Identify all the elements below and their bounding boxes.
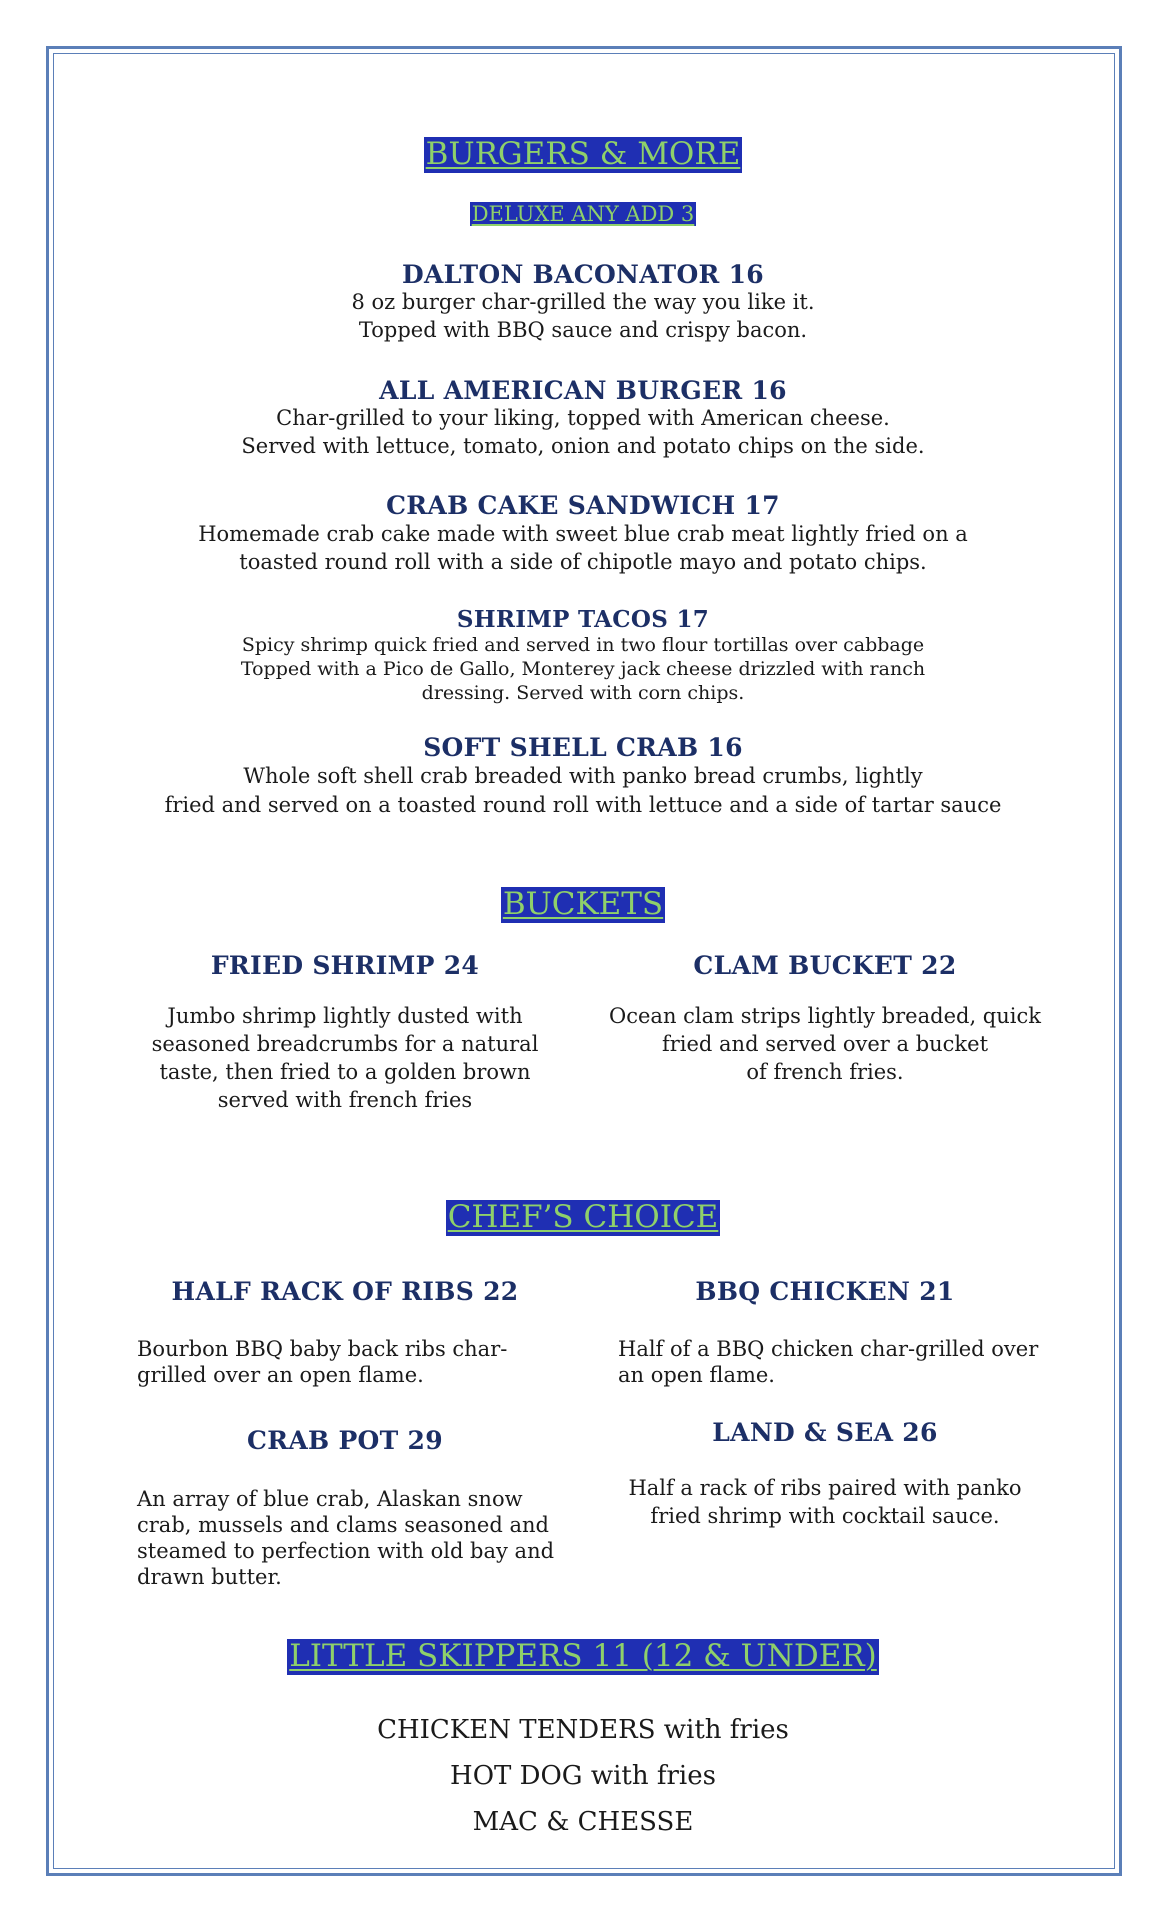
- menu-item-name: CRAB POT 29: [247, 1426, 443, 1455]
- burgers-subtitle-text: DELUXE ANY ADD 3: [471, 202, 695, 226]
- menu-item-description: An array of blue crab, Alaskan snow: [137, 1487, 523, 1511]
- menu-item-description: Whole soft shell crab breaded with panko bread crumbs, lightly: [243, 764, 923, 788]
- menu-item-description: Half of a BBQ chicken char-grilled over: [618, 1337, 1039, 1361]
- menu-item-description: Spicy shrimp quick fried and served in two flour tortillas over cabbage: [241, 634, 925, 656]
- menu-item-description: Ocean clam strips lightly breaded, quick: [609, 1004, 1041, 1028]
- menu-item-description: drawn butter.: [137, 1565, 282, 1589]
- menu-item-description: Jumbo shrimp lightly dusted with: [167, 1004, 523, 1028]
- kids-menu-item: CHICKEN TENDERS with fries: [377, 1715, 789, 1745]
- menu-item-description: of french fries.: [746, 1060, 904, 1084]
- menu-item-description: Char-grilled to your liking, topped with American cheese.: [276, 406, 890, 430]
- buckets-section-title: [0, 886, 1166, 923]
- menu-item-description: seasoned breadcrumbs for a natural: [151, 1032, 539, 1056]
- menu-item-description: served with french fries: [217, 1088, 473, 1112]
- little-skippers-section-title: [0, 1638, 1166, 1675]
- menu-item-description: fried and served over a bucket: [661, 1032, 989, 1056]
- burgers-title-text: BURGERS & MORE: [425, 136, 741, 172]
- menu-item-description: dressing. Served with corn chips.: [421, 682, 745, 704]
- menu-item-description: an open flame.: [618, 1363, 775, 1387]
- little-skippers-title-text: LITTLE SKIPPERS 11 (12 & UNDER): [289, 1638, 877, 1674]
- buckets-title-text: BUCKETS: [502, 886, 664, 922]
- menu-item-description: Bourbon BBQ baby back ribs char-: [137, 1337, 508, 1361]
- kids-menu-item: MAC & CHESSE: [472, 1807, 694, 1837]
- burgers-section-title: [0, 136, 1166, 173]
- menu-item-description: Topped with a Pico de Gallo, Monterey jack cheese drizzled with ranch: [240, 658, 926, 680]
- chefs-choice-section-title: [0, 1199, 1166, 1236]
- menu-item-name: SHRIMP TACOS 17: [456, 606, 710, 633]
- menu-item-name: CLAM BUCKET 22: [693, 951, 957, 980]
- menu-item-description: Half a rack of ribs paired with panko: [628, 1476, 1022, 1500]
- menu-item-description: grilled over an open flame.: [137, 1363, 424, 1387]
- menu-item-description: toasted round roll with a side of chipotle mayo and potato chips.: [239, 550, 927, 574]
- menu-item-description: Served with lettuce, tomato, onion and potato chips on the side.: [241, 434, 925, 458]
- menu-item-description: fried and served on a toasted round roll with lettuce and a side of tartar sauce: [164, 793, 1002, 817]
- menu-item-name: LAND & SEA 26: [712, 1418, 938, 1447]
- menu-item-name: SOFT SHELL CRAB 16: [423, 733, 743, 762]
- menu-item-description: fried shrimp with cocktail sauce.: [650, 1504, 1000, 1528]
- menu-item-name: ALL AMERICAN BURGER 16: [379, 376, 787, 405]
- menu-item-description: taste, then fried to a golden brown: [159, 1060, 531, 1084]
- menu-item-name: DALTON BACONATOR 16: [402, 260, 764, 289]
- menu-item-name: HALF RACK OF RIBS 22: [171, 1277, 519, 1306]
- menu-item-description: steamed to perfection with old bay and: [137, 1539, 555, 1563]
- menu-item-name: FRIED SHRIMP 24: [210, 951, 480, 980]
- menu-item-description: Topped with BBQ sauce and crispy bacon.: [358, 318, 808, 342]
- kids-menu-item: HOT DOG with fries: [450, 1761, 716, 1791]
- chefs-choice-title-text: CHEF’S CHOICE: [447, 1199, 719, 1235]
- menu-item-name: BBQ CHICKEN 21: [695, 1277, 955, 1306]
- menu-item-description: Homemade crab cake made with sweet blue crab meat lightly fried on a: [198, 522, 968, 546]
- menu-item-description: 8 oz burger char-grilled the way you like it.: [351, 290, 815, 314]
- menu-item-name: CRAB CAKE SANDWICH 17: [386, 491, 780, 520]
- burgers-subtitle: [0, 202, 1166, 226]
- menu-item-description: crab, mussels and clams seasoned and: [137, 1513, 549, 1537]
